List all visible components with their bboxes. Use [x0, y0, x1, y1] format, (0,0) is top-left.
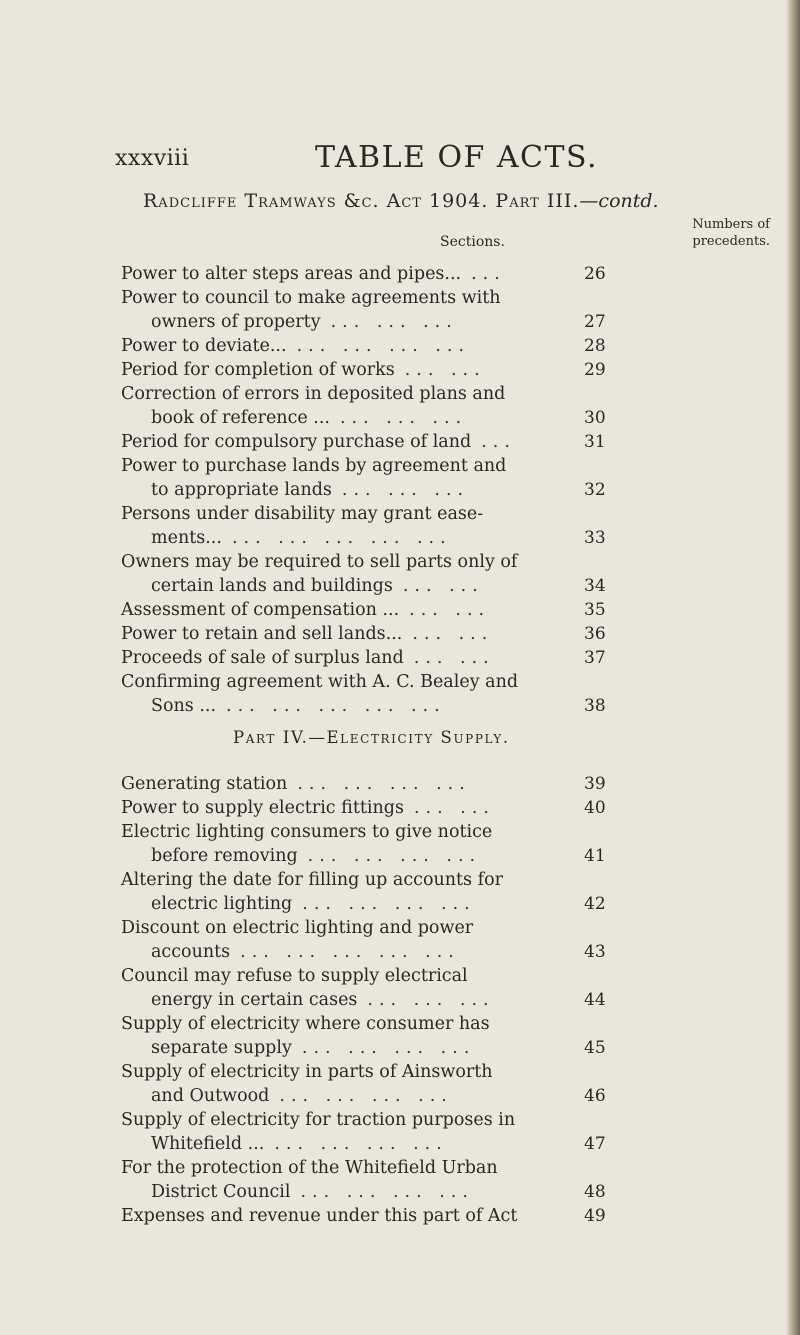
section-number: 44: [584, 990, 606, 1010]
act-heading-text: Radcliffe Tramways &c. Act 1904. Part III.: [143, 190, 580, 212]
leader-dots: ... ... ...: [339, 408, 468, 428]
entry-text: Period for compulsory purchase of land: [121, 432, 472, 452]
leader-dots: ... ...: [413, 798, 495, 818]
entry-text: Council may refuse to supply electrical: [121, 966, 468, 986]
leader-dots: ... ... ... ...: [279, 1086, 453, 1106]
leader-dots: ...: [481, 432, 516, 452]
section-number: 27: [584, 312, 606, 332]
entry-line: [121, 670, 741, 694]
entry-text: Generating station: [121, 774, 288, 794]
entry-text: Proceeds of sale of surplus land: [121, 648, 404, 668]
entry-text: certain lands and buildings: [151, 576, 393, 596]
part-4-entries: [121, 772, 741, 1228]
leader-dots: [517, 1206, 527, 1226]
toc-entry: [121, 286, 741, 334]
toc-entry: [121, 820, 741, 868]
precedents-header-line-1: Numbers of: [692, 217, 770, 232]
part-3-entries: [121, 262, 741, 718]
entry-text: ments...: [151, 528, 222, 548]
toc-entry: [121, 916, 741, 964]
entry-text: Supply of electricity for traction purposes in: [121, 1110, 516, 1130]
entry-text: energy in certain cases: [151, 990, 358, 1010]
entry-line: [121, 1060, 741, 1084]
section-number: 39: [584, 774, 606, 794]
entry-line: [121, 694, 741, 718]
entry-line: [121, 820, 741, 844]
toc-entry: [121, 1204, 741, 1228]
entry-line: [121, 478, 741, 502]
entry-text: Correction of errors in deposited plans and: [121, 384, 506, 404]
entry-text: District Council: [151, 1182, 291, 1202]
toc-entry: [121, 868, 741, 916]
entry-text: electric lighting: [151, 894, 293, 914]
precedents-column-header: [650, 216, 770, 250]
act-heading: [143, 190, 793, 212]
toc-entry: [121, 772, 741, 796]
section-number: 30: [584, 408, 606, 428]
entry-line: [121, 1012, 741, 1036]
section-number: 38: [584, 696, 606, 716]
section-number: 29: [584, 360, 606, 380]
leader-dots: ... ...: [413, 648, 495, 668]
entry-text: Confirming agreement with A. C. Bealey and: [121, 672, 519, 692]
entry-line: [121, 574, 741, 598]
entry-line: [121, 406, 741, 430]
entry-text: to appropriate lands: [151, 480, 332, 500]
section-number: 42: [584, 894, 606, 914]
entry-line: [121, 622, 741, 646]
leader-dots: ...: [471, 264, 506, 284]
leader-dots: ... ... ... ...: [300, 1182, 474, 1202]
section-number: 34: [584, 576, 606, 596]
entry-line: [121, 550, 741, 574]
entry-text: Power to purchase lands by agreement and: [121, 456, 507, 476]
entry-line: [121, 796, 741, 820]
entry-text: Supply of electricity in parts of Ainsworth: [121, 1062, 493, 1082]
entry-line: [121, 988, 741, 1012]
entry-text: Persons under disability may grant ease-: [121, 504, 484, 524]
entry-line: [121, 1204, 741, 1228]
entry-line: [121, 844, 741, 868]
section-number: 43: [584, 942, 606, 962]
entry-line: [121, 1180, 741, 1204]
entry-text: Sons ...: [151, 696, 217, 716]
leader-dots: ... ... ... ...: [302, 894, 476, 914]
section-number: 49: [584, 1206, 606, 1226]
leader-dots: ... ... ...: [330, 312, 458, 332]
entry-text: owners of property: [151, 312, 321, 332]
entry-line: [121, 772, 741, 796]
entry-line: [121, 382, 741, 406]
toc-entry: [121, 670, 741, 718]
section-number: 48: [584, 1182, 606, 1202]
entry-text: For the protection of the Whitefield Urban: [121, 1158, 498, 1178]
entry-text: Altering the date for filling up accounts for: [121, 870, 503, 890]
entry-line: [121, 310, 741, 334]
section-number: 47: [584, 1134, 606, 1154]
entry-line: [121, 892, 741, 916]
leader-dots: ... ...: [404, 360, 486, 380]
entry-line: [121, 1156, 741, 1180]
entry-line: [121, 430, 741, 454]
toc-entry: [121, 262, 741, 286]
entry-line: [121, 502, 741, 526]
section-number: 36: [584, 624, 606, 644]
section-number: 46: [584, 1086, 606, 1106]
section-number: 28: [584, 336, 606, 356]
toc-entry: [121, 598, 741, 622]
entry-text: separate supply: [151, 1038, 292, 1058]
toc-entry: [121, 382, 741, 430]
entry-line: [121, 964, 741, 988]
entry-text: Power to deviate...: [121, 336, 287, 356]
section-number: 45: [584, 1038, 606, 1058]
entry-text: Assessment of compensation ...: [121, 600, 400, 620]
leader-dots: ... ... ... ...: [301, 1038, 476, 1058]
section-number: 32: [584, 480, 606, 500]
part-4-heading: Part IV.—Electricity Supply.: [233, 728, 510, 747]
section-number: 37: [584, 648, 606, 668]
toc-entry: [121, 1156, 741, 1204]
toc-entry: [121, 1108, 741, 1156]
toc-entry: [121, 334, 741, 358]
page-title: TABLE OF ACTS.: [315, 140, 599, 175]
entry-text: Electric lighting consumers to give notice: [121, 822, 493, 842]
toc-entry: [121, 646, 741, 670]
entry-line: [121, 1108, 741, 1132]
entry-text: Discount on electric lighting and power: [121, 918, 474, 938]
act-heading-contd: —contd.: [579, 190, 659, 212]
leader-dots: ... ... ... ... ...: [231, 528, 452, 548]
leader-dots: ... ... ... ...: [307, 846, 482, 866]
entry-line: [121, 1036, 741, 1060]
entry-text: Power to council to make agreements with: [121, 288, 501, 308]
leader-dots: ... ... ... ...: [274, 1134, 448, 1154]
entry-line: [121, 286, 741, 310]
entry-line: [121, 454, 741, 478]
entry-line: [121, 1084, 741, 1108]
toc-entry: [121, 1012, 741, 1060]
leader-dots: ... ... ... ...: [297, 774, 471, 794]
entry-text: Supply of electricity where consumer has: [121, 1014, 490, 1034]
entry-line: [121, 868, 741, 892]
entry-text: Whitefield ...: [151, 1134, 265, 1154]
entry-line: [121, 916, 741, 940]
entry-line: [121, 526, 741, 550]
leader-dots: ... ... ... ...: [296, 336, 471, 356]
leader-dots: ... ... ...: [341, 480, 470, 500]
leader-dots: ... ...: [409, 600, 491, 620]
entry-line: [121, 334, 741, 358]
section-number: 40: [584, 798, 606, 818]
page-number: xxxviii: [115, 146, 190, 171]
entry-text: before removing: [151, 846, 298, 866]
leader-dots: ... ... ... ... ...: [240, 942, 460, 962]
entry-text: Power to alter steps areas and pipes...: [121, 264, 462, 284]
toc-entry: [121, 1060, 741, 1108]
entry-text: book of reference ...: [151, 408, 330, 428]
entry-text: Owners may be required to sell parts only of: [121, 552, 518, 572]
leader-dots: ... ... ...: [367, 990, 495, 1010]
toc-entry: [121, 796, 741, 820]
toc-entry: [121, 454, 741, 502]
toc-entry: [121, 430, 741, 454]
leader-dots: ... ... ... ... ...: [226, 696, 446, 716]
leader-dots: ... ...: [402, 576, 484, 596]
section-number: 35: [584, 600, 606, 620]
section-number: 33: [584, 528, 606, 548]
entry-line: [121, 1132, 741, 1156]
toc-entry: [121, 502, 741, 550]
entry-text: and Outwood: [151, 1086, 270, 1106]
entry-text: Expenses and revenue under this part of Act: [121, 1206, 518, 1226]
entry-text: Period for completion of works: [121, 360, 395, 380]
entry-line: [121, 598, 741, 622]
precedents-header-line-2: precedents.: [692, 234, 770, 249]
entry-text: Power to retain and sell lands...: [121, 624, 403, 644]
toc-entry: [121, 550, 741, 598]
entry-text: Power to supply electric fittings: [121, 798, 404, 818]
toc-entry: [121, 622, 741, 646]
leader-dots: ... ...: [412, 624, 494, 644]
entry-line: [121, 262, 741, 286]
section-number: 31: [584, 432, 606, 452]
entry-line: [121, 646, 741, 670]
section-number: 26: [584, 264, 606, 284]
entry-line: [121, 358, 741, 382]
sections-column-header: Sections.: [440, 234, 505, 250]
toc-entry: [121, 358, 741, 382]
toc-entry: [121, 964, 741, 1012]
running-head: [115, 140, 675, 180]
section-number: 41: [584, 846, 606, 866]
entry-line: [121, 940, 741, 964]
entry-text: accounts: [151, 942, 231, 962]
